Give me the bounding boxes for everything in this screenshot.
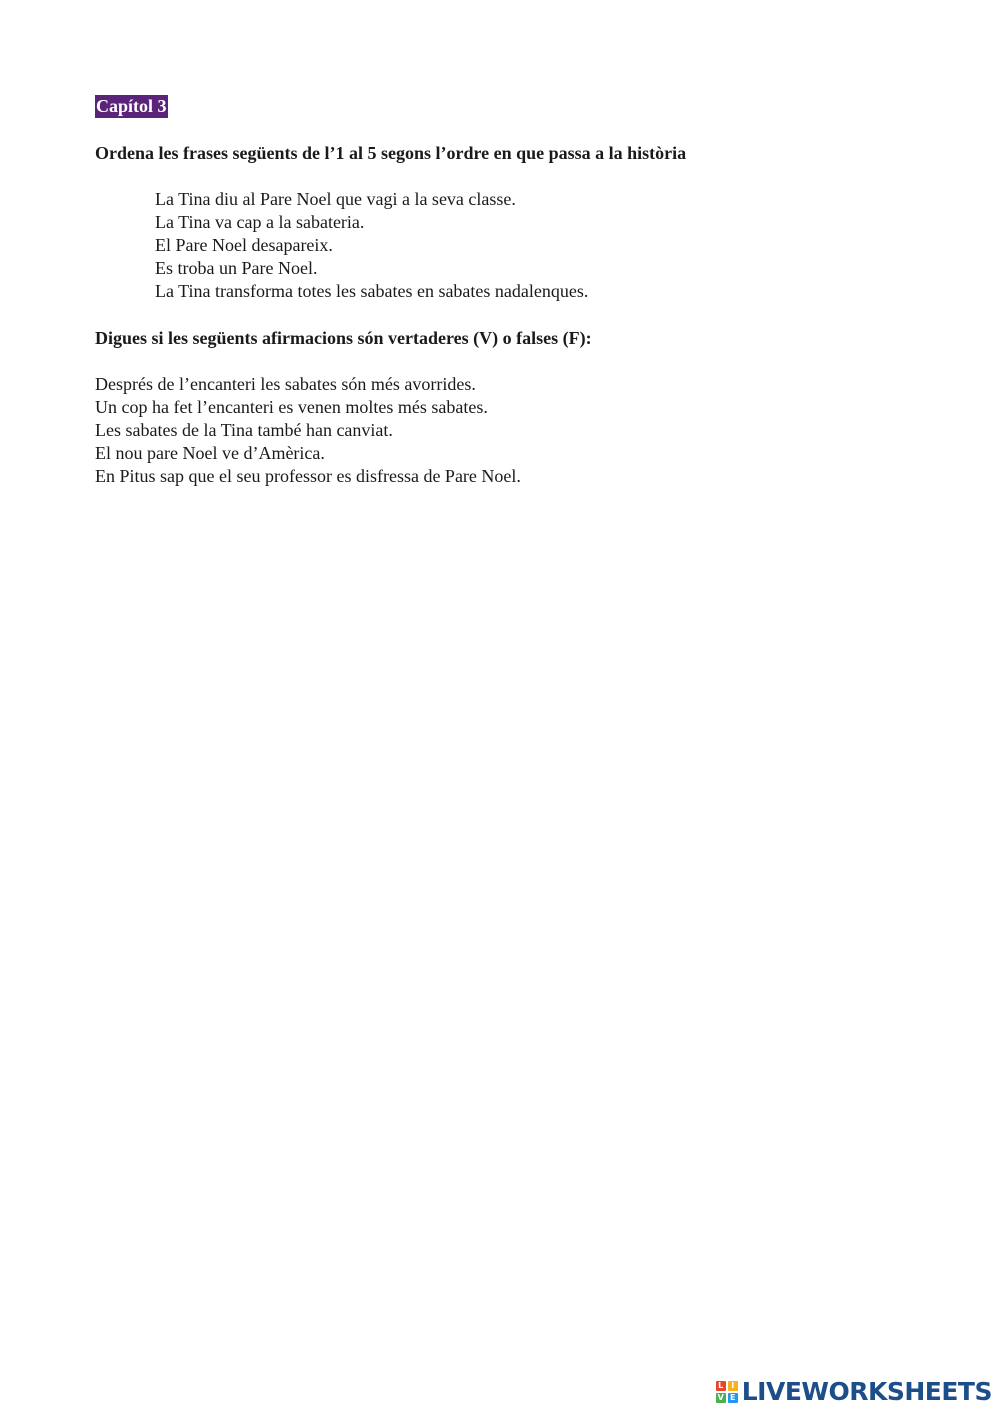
- true-false-statement: En Pitus sap que el seu professor es disfressa de Pare Noel.: [95, 466, 521, 486]
- live-block-e: E: [728, 1393, 738, 1403]
- true-false-statement: El nou pare Noel ve d’Amèrica.: [95, 443, 325, 463]
- live-block-i: I: [728, 1381, 738, 1391]
- live-block-l: L: [716, 1381, 726, 1391]
- true-false-statement: Després de l’encanteri les sabates són més avorrides.: [95, 374, 476, 394]
- order-sentence-list: [155, 188, 588, 303]
- order-sentence: La Tina diu al Pare Noel que vagi a la seva classe.: [155, 189, 516, 209]
- true-false-statement: Un cop ha fet l’encanteri es venen moltes més sabates.: [95, 397, 488, 417]
- order-section-heading: Ordena les frases següents de l’1 al 5 segons l’ordre en que passa a la història: [95, 143, 687, 163]
- liveworksheets-wordmark: LIVEWORKSHEETS: [741, 1377, 992, 1406]
- chapter-title: Capítol 3: [96, 96, 167, 116]
- true-false-section-heading: Digues si les següents afirmacions són vertaderes (V) o falses (F):: [95, 328, 592, 348]
- live-block-v: V: [717, 1393, 724, 1402]
- order-sentence: La Tina va cap a la sabateria.: [155, 212, 365, 232]
- order-sentence: La Tina transforma totes les sabates en sabates nadalenques.: [155, 281, 589, 301]
- order-sentence: El Pare Noel desapareix.: [155, 235, 333, 255]
- liveworksheets-logo: [716, 1377, 992, 1407]
- true-false-statement-list: [95, 373, 521, 488]
- true-false-statement: Les sabates de la Tina també han canviat.: [95, 420, 393, 440]
- live-blocks-icon: [716, 1381, 738, 1403]
- order-sentence: Es troba un Pare Noel.: [155, 258, 318, 278]
